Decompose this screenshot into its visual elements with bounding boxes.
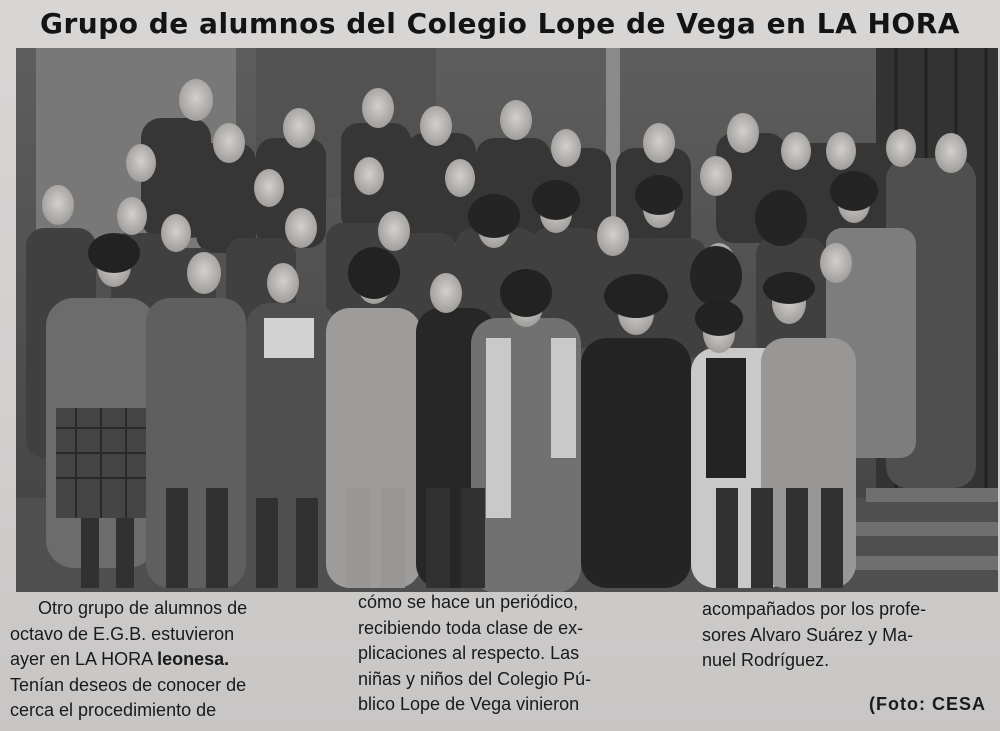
article-column-1 [10,596,305,724]
column-bold-text: leonesa. [157,649,230,669]
column-line: octavo de E.G.B. estuvieron [10,623,235,644]
column-line: cómo se hace un periódico, [358,592,579,612]
column-line: Otro grupo de alumnos de [38,598,248,618]
column-text: ayer en LA HORA [10,649,158,669]
column-line: acompañados por los profe- [702,599,927,619]
column-line: niñas y niños del Colegio Pú- [358,668,592,689]
article-column-2 [358,592,654,718]
column-line: cerca el procedimiento de [10,700,217,720]
article-column-3 [702,596,998,674]
column-line: nuel Rodríguez. [702,650,830,670]
group-photo-illustration [16,48,998,592]
column-line [10,647,305,673]
column-line: Tenían deseos de conocer de [10,674,247,695]
group-photo [16,48,998,592]
column-line: plicaciones al respecto. Las [358,643,580,663]
photo-credit: (Foto: CESA [869,694,986,714]
headline: Grupo de alumnos del Colegio Lope de Vega en LA HORA [40,7,960,40]
column-line: sores Alvaro Suárez y Ma- [702,624,914,645]
column-line: blico Lope de Vega vinieron [358,694,580,714]
column-line: recibiendo toda clase de ex- [358,617,584,638]
